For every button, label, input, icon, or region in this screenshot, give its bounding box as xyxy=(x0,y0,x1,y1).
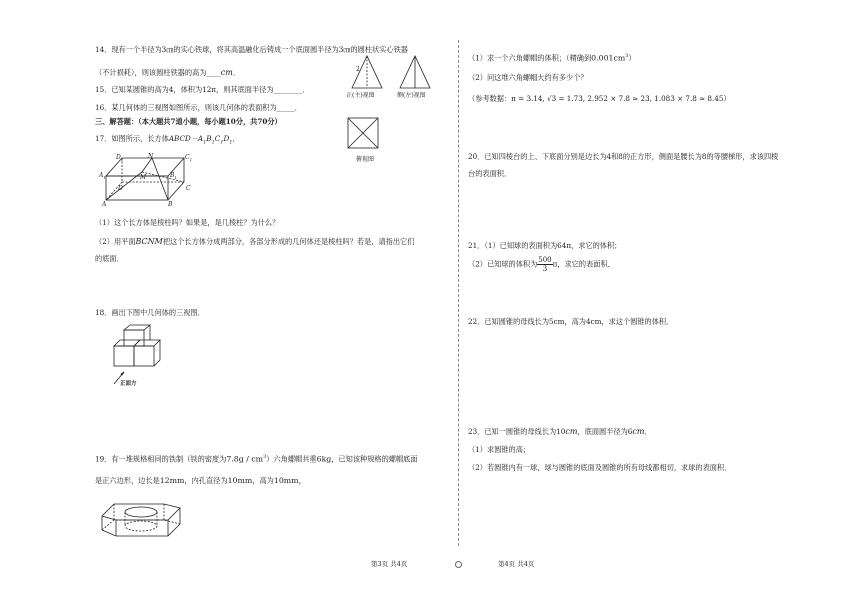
q23-radius: 6 xyxy=(627,427,633,436)
label-M: M xyxy=(140,174,147,181)
q18-text: 18．画出下图中几何体的三视图． xyxy=(95,308,205,317)
label-C1: $C_1$ xyxy=(185,154,193,163)
q14-end: ． xyxy=(232,68,241,77)
side-view-triangle xyxy=(400,56,430,88)
q21-denominator: 3 xyxy=(542,265,548,274)
q19-reference: （参考数据：π = 3.14, √3 = 1.73, 2.952 × 7.8 ≈ 23, 1.083 × 7.8 ≈ 8.45） xyxy=(468,94,731,103)
q17-plane-name: BCNM xyxy=(135,237,163,246)
q21-volume-fraction xyxy=(537,256,552,274)
q19-precision: 0.001cm xyxy=(591,53,626,63)
top-view-square xyxy=(348,118,378,148)
q17-intro-end: ． xyxy=(232,134,240,143)
label-N: N xyxy=(148,153,154,160)
top-view-label: 俯视图 xyxy=(356,156,375,163)
q19-line1-mid: ）六角螺帽共重 xyxy=(266,454,317,464)
section3-title: 三、解答题：（本大题共7道小题，每小题10分，共70分） xyxy=(95,117,282,126)
q23-length: 10 xyxy=(556,427,566,436)
q23-line1-mid: ，底面圆半径为 xyxy=(577,427,628,436)
q19-part1-text: （1）求一个六角螺帽的体积；（精确到 xyxy=(468,53,592,63)
q18-solid-figure xyxy=(110,324,170,388)
side-view-label: 侧(左)视图 xyxy=(397,92,426,99)
q19-side: 12mm xyxy=(159,476,185,485)
q19-line2-mid2: ，高为 xyxy=(252,476,274,485)
binding-hole-icon xyxy=(455,561,462,568)
q14-blank: ____ xyxy=(206,68,221,77)
q23-line1-end: ． xyxy=(644,427,652,436)
q21-part2-end: π，求它的表面积． xyxy=(552,259,615,269)
q19-density: 7.8g / cm xyxy=(226,454,264,464)
q19-density-exp: 3 xyxy=(263,454,267,460)
q19-diam: 10mm xyxy=(227,476,253,485)
q16-text: 16．某几何体的三视图如图所示，则该几何体的表面积为_____． xyxy=(95,103,302,112)
q19-height: 10mm xyxy=(273,476,299,485)
q22-text: 22．已知圆锥的母线长为5cm，高为4cm，求这个圆锥的体积． xyxy=(468,317,674,326)
q19-line2-end: ， xyxy=(298,476,306,485)
q19-part1-end: ） xyxy=(628,53,636,63)
q17-solid: $ABCD-A_1B_1C_1D_1$ xyxy=(168,134,233,146)
hex-nut-figure xyxy=(96,494,186,544)
q21-numerator: 500 xyxy=(538,256,552,264)
q20-line2: 台的表面积． xyxy=(468,169,512,178)
label-B1: $B_1$ xyxy=(170,172,177,181)
q21-part2 xyxy=(468,256,615,274)
q19-precision-exp: 3 xyxy=(625,53,629,59)
label-B: B xyxy=(168,201,173,208)
q20-line1: 20．已知四棱台的上、下底面分别是边长为4和8的正方形，侧面是腰长为8的等腰梯形，求该四棱 xyxy=(468,152,779,161)
q17-part2-end: 的底面． xyxy=(95,254,124,263)
label-D: D xyxy=(118,185,123,192)
q14-unit: cm xyxy=(220,68,233,77)
q17-part2-prefix: （2）用平面 xyxy=(95,237,136,246)
q23-length-unit: cm xyxy=(565,427,578,436)
q19-line1 xyxy=(95,454,418,464)
q17-part2 xyxy=(95,237,414,247)
q23-radius-unit: cm xyxy=(632,427,645,436)
q14-line2 xyxy=(95,68,240,78)
q19-line1-end: ，已知该种规格的螺帽底面 xyxy=(331,454,418,464)
label-A1: $A_1$ xyxy=(99,172,106,181)
q19-part2: （2）问这堆六角螺帽大约有多少个？ xyxy=(468,73,588,82)
q18-front-label: 正面方 xyxy=(120,381,137,387)
q19-weight: 6kg xyxy=(316,454,332,464)
q23-part2: （2）若圆锥内有一球，球与圆锥的底面及圆锥的所有母线都相切，求球的表面积． xyxy=(468,463,732,472)
three-views-figure xyxy=(340,52,440,164)
q14-line2-text: （不计损耗），则该圆柱铁器的高为 xyxy=(95,68,207,77)
q19-line1-text: 19．有一堆规格相同的铁制（铁的密度为 xyxy=(95,454,227,464)
q21-part2-text: （2）已知球的体积为 xyxy=(468,259,538,269)
footer-right-page: 第4页 共4页 xyxy=(498,560,535,568)
q23-line1 xyxy=(468,427,652,437)
column-divider xyxy=(458,40,459,546)
q19-part1 xyxy=(468,53,636,63)
q14-line1: 14．现有一个半径为3㎝的实心铁球，将其高温融化后铸成一个底面圆半径为3㎝的圆柱状实心铁器 xyxy=(95,45,408,54)
label-D1: $D_1$ xyxy=(116,154,124,163)
q19-line2 xyxy=(95,476,306,486)
q19-line2-mid: ，内孔直径为 xyxy=(184,476,228,485)
front-view-label: 正(主)视图 xyxy=(346,92,375,99)
q23-part1: （1）求圆锥的高； xyxy=(468,445,531,454)
q21-part1: 21．（1）已知球的表面积为64π，求它的体积； xyxy=(468,241,622,250)
height-label: 2 xyxy=(356,66,360,73)
q23-line1-text: 23．已知一圆锥的母线长为 xyxy=(468,427,557,436)
label-A: A xyxy=(102,201,107,208)
q19-line2-text: 是正六边形，边长是 xyxy=(95,476,160,485)
q17-intro xyxy=(95,135,240,145)
q17-part2-text: 把这个长方体分成两部分，各部分形成的几何体还是棱柱吗？若是，请指出它们 xyxy=(162,237,415,246)
footer-left-page: 第3页 共4页 xyxy=(371,560,408,568)
q17-part1: （1）这个长方体是棱柱吗？如果是，是几棱柱？为什么？ xyxy=(95,218,280,227)
q15-text: 15．已知某圆锥的高为4，体积为12π，则其底面半径为________． xyxy=(95,85,310,94)
q17-intro-text: 17．如图所示，长方体 xyxy=(95,134,169,143)
label-C: C xyxy=(186,185,191,192)
